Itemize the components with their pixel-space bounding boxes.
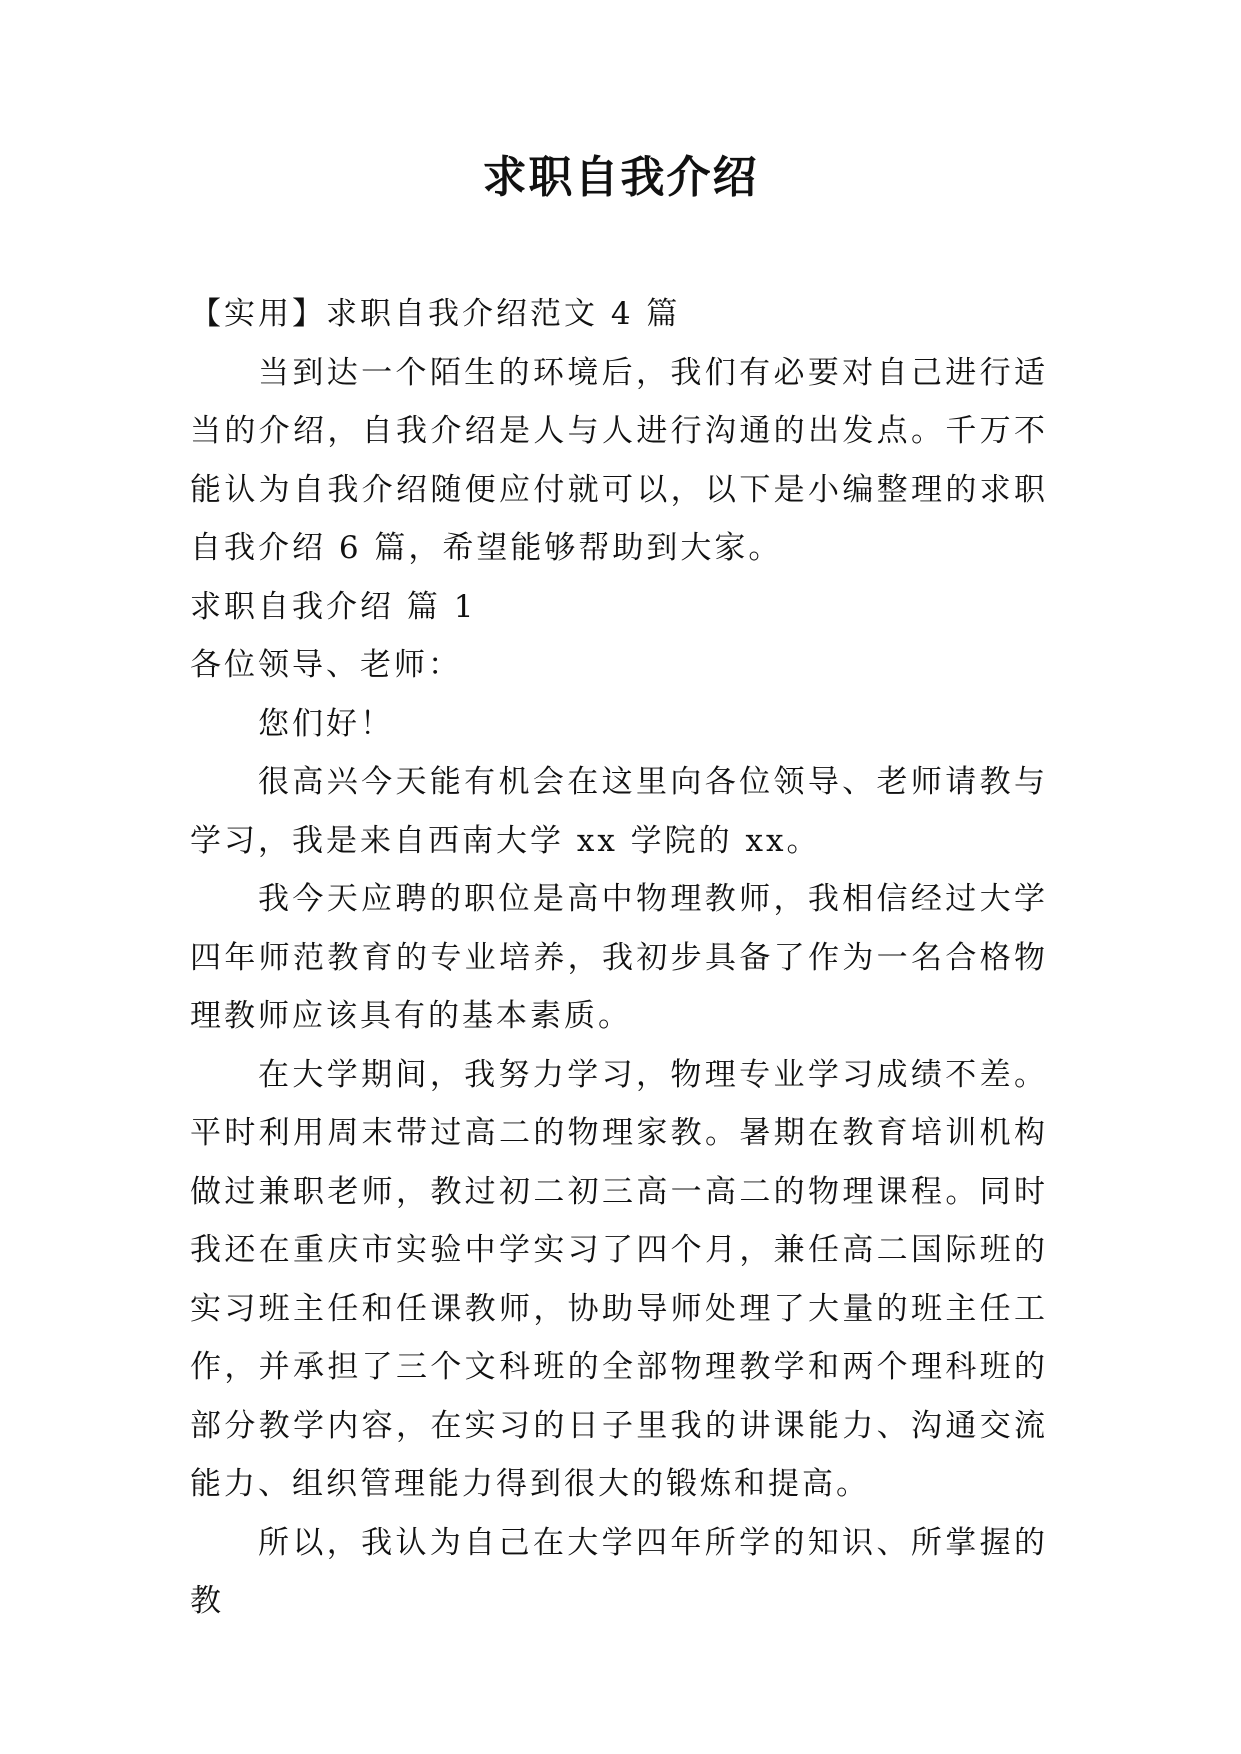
paragraph-experience: 在大学期间，我努力学习，物理专业学习成绩不差。平时利用周末带过高二的物理家教。暑期在教育培训机构做过兼职老师，教过初二初三高一高二的物理课程。同时我还在重庆市实验中学实习了四个月，兼任高二国际班的实习班主任和任课教师，协助导师处理了大量的班主任工作，并承担了三个文科班的全部物理教学和两个理科班的部分教学内容，在实习的日子里我的讲课能力、沟通交流能力、组织管理能力得到很大的锻炼和提高。 [190, 1056, 1048, 1502]
paragraph-intro: 当到达一个陌生的环境后，我们有必要对自己进行适当的介绍，自我介绍是人与人进行沟通的出发点。千万不能认为自我介绍随便应付就可以，以下是小编整理的求职自我介绍 6 篇，希望能够帮助到大家。 [190, 354, 1048, 566]
paragraph-conclusion: 所以，我认为自己在大学四年所学的知识、所掌握的教 [190, 1524, 1048, 1619]
paragraph-self-intro: 很高兴今天能有机会在这里向各位领导、老师请教与学习，我是来自西南大学 xx 学院的 xx。 [190, 764, 1048, 859]
section-heading: 求职自我介绍 篇 1 [190, 588, 477, 625]
page-title: 求职自我介绍 [482, 152, 759, 203]
document-body [190, 285, 1048, 1631]
paragraph-salutation: 各位领导、老师： [190, 647, 462, 683]
paragraph-greeting: 您们好！ [258, 705, 394, 742]
paragraph-position: 我今天应聘的职位是高中物理教师，我相信经过大学四年师范教育的专业培养，我初步具备了作为一名合格物理教师应该具有的基本素质。 [190, 881, 1048, 1034]
paragraph-subtitle: 【实用】求职自我介绍范文 4 篇 [190, 296, 681, 332]
